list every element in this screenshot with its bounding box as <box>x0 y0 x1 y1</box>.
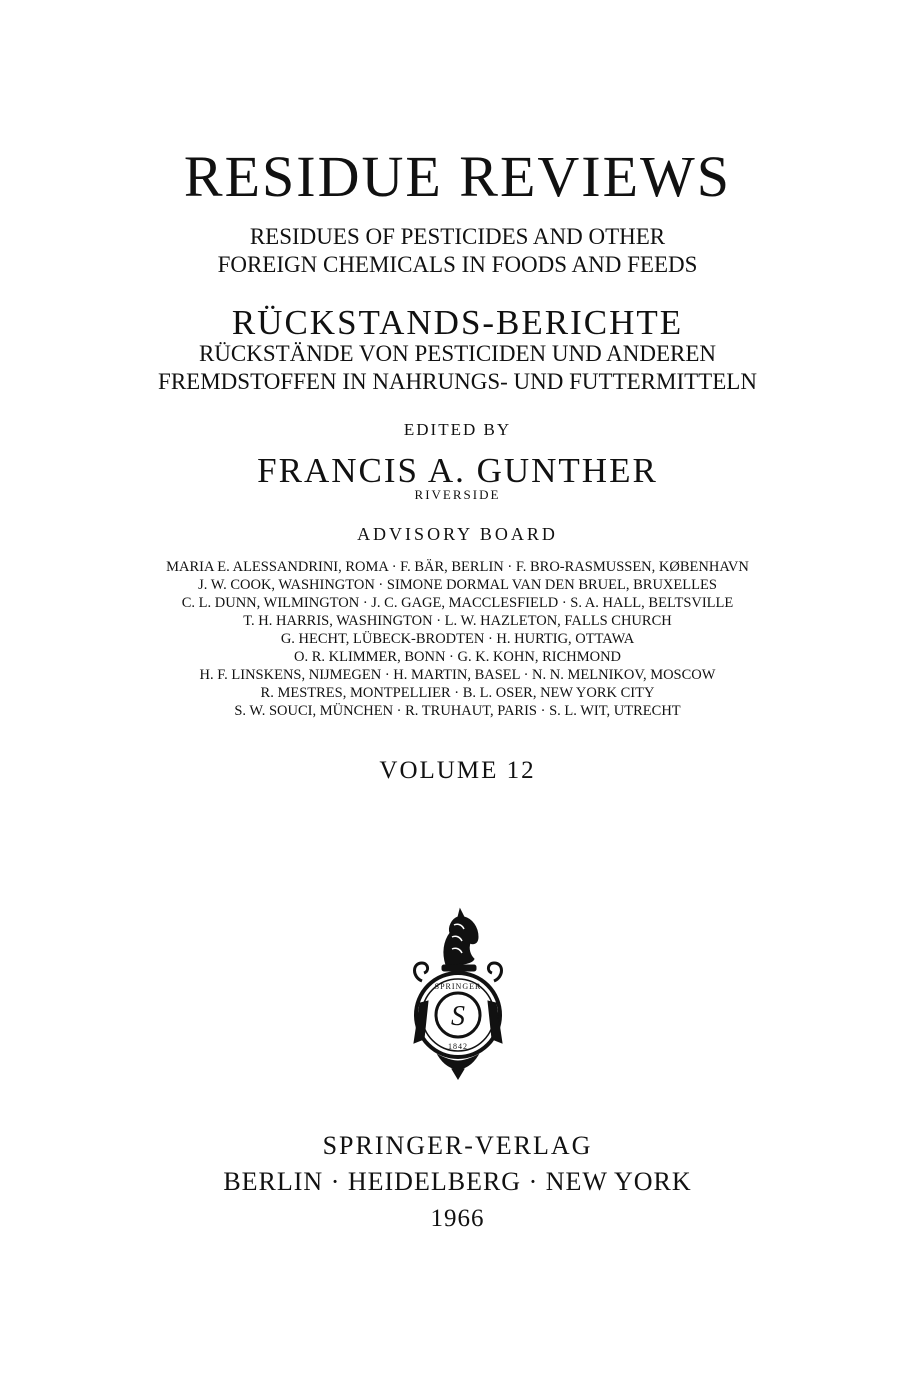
seal-monogram: S <box>451 1001 465 1032</box>
series-title-german: RÜCKSTANDS-BERICHTE <box>231 303 684 342</box>
advisory-board-line: R. MESTRES, MONTPELLIER · B. L. OSER, NEW YORK CITY <box>260 685 655 701</box>
subtitle-german-line-1: RÜCKSTÄNDE VON PESTICIDEN UND ANDEREN <box>198 341 717 366</box>
advisory-board-line: J. W. COOK, WASHINGTON · SIMONE DORMAL VAN DEN BRUEL, BRUXELLES <box>198 577 717 593</box>
seal-ring-text: SPRINGER <box>434 982 482 991</box>
advisory-board-line: G. HECHT, LÜBECK-BRODTEN · H. HURTIG, OTTAWA <box>280 631 635 647</box>
volume-number: VOLUME 12 <box>379 757 536 784</box>
subtitle-english-line-1: RESIDUES OF PESTICIDES AND OTHER <box>249 224 666 249</box>
publication-year: 1966 <box>430 1205 485 1232</box>
subtitle-german-line-2: FREMDSTOFFEN IN NAHRUNGS- UND FUTTERMITTELN <box>158 369 757 394</box>
advisory-board-line: C. L. DUNN, WILMINGTON · J. C. GAGE, MACCLESFIELD · S. A. HALL, BELTSVILLE <box>181 595 734 611</box>
advisory-board-line: MARIA E. ALESSANDRINI, ROMA · F. BÄR, BERLIN · F. BRO-RASMUSSEN, KØBENHAVN <box>166 559 749 575</box>
publisher-name: SPRINGER-VERLAG <box>322 1131 593 1160</box>
advisory-board-line: S. W. SOUCI, MÜNCHEN · R. TRUHAUT, PARIS · S. L. WIT, UTRECHT <box>234 703 681 719</box>
advisory-board-line: T. H. HARRIS, WASHINGTON · L. W. HAZLETON, FALLS CHURCH <box>243 613 672 629</box>
advisory-board-line: O. R. KLIMMER, BONN · G. K. KOHN, RICHMOND <box>293 649 622 665</box>
editor-name: FRANCIS A. GUNTHER <box>257 451 658 490</box>
publisher-cities: BERLIN · HEIDELBERG · NEW YORK <box>223 1167 692 1196</box>
springer-chess-knight-seal-icon <box>408 893 508 1081</box>
editor-location: RIVERSIDE <box>414 487 501 502</box>
advisory-board-line: H. F. LINSKENS, NIJMEGEN · H. MARTIN, BASEL · N. N. MELNIKOV, MOSCOW <box>199 667 716 683</box>
subtitle-english-line-2: FOREIGN CHEMICALS IN FOODS AND FEEDS <box>217 252 698 277</box>
series-title: RESIDUE REVIEWS <box>183 144 732 209</box>
advisory-board-heading: ADVISORY BOARD <box>357 524 558 544</box>
edited-by-label: EDITED BY <box>403 420 512 439</box>
seal-year-text: 1842 <box>448 1042 468 1051</box>
